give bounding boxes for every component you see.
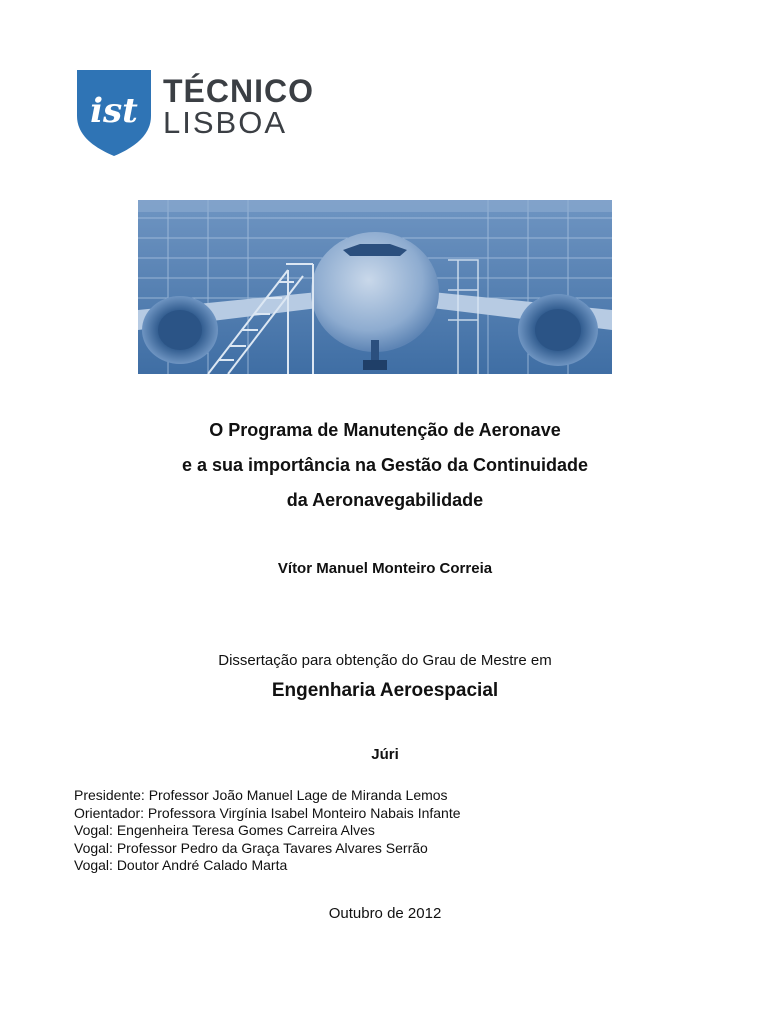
logo-wordmark-line1: TÉCNICO: [163, 73, 314, 109]
thesis-title-line-1: O Programa de Manutenção de Aeronave: [209, 420, 561, 440]
tecnico-lisboa-logo: [77, 70, 317, 156]
thesis-title-line-2: e a sua importância na Gestão da Continuidade: [181, 455, 589, 475]
author-name: Vítor Manuel Monteiro Correia: [277, 560, 493, 577]
jury-member: Presidente: Professor João Manuel Lage de Miranda Lemos: [74, 787, 448, 803]
svg-text:ist: ist: [90, 91, 138, 131]
jury-heading: Júri: [371, 746, 399, 763]
logo-wordmark-line2: LISBOA: [163, 105, 287, 140]
jury-member: Vogal: Professor Pedro da Graça Tavares Alvares Serrão: [74, 839, 428, 856]
jury-member: Vogal: Engenheira Teresa Gomes Carreira Alves: [74, 822, 375, 838]
thesis-title-line-3: da Aeronavegabilidade: [286, 490, 484, 510]
jury-member: Orientador: Professora Virgínia Isabel Monteiro Nabais Infante: [74, 804, 461, 821]
jury-member: Vogal: Doutor André Calado Marta: [74, 857, 288, 873]
ist-shield-logo-icon: [77, 70, 151, 156]
degree-field: Engenharia Aeroespacial: [271, 680, 499, 701]
airplane-hangar-photo: [138, 200, 612, 374]
jury-list: [74, 787, 461, 875]
publication-date: Outubro de 2012: [328, 905, 442, 922]
degree-statement: Dissertação para obtenção do Grau de Mestre em: [218, 652, 552, 669]
